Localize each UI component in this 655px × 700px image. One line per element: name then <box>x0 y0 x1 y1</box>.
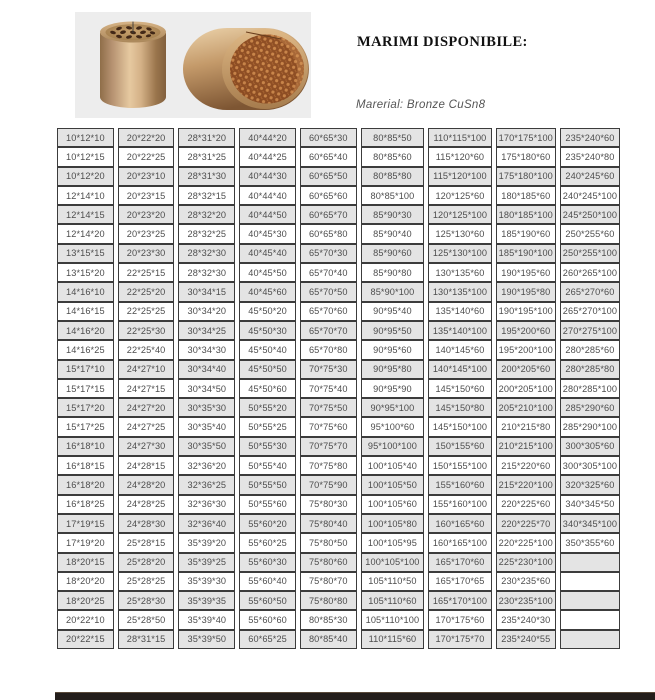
table-cell: 105*110*60 <box>361 591 425 610</box>
table-cell: 235*240*30 <box>496 610 556 629</box>
table-cell: 175*180*60 <box>496 147 556 166</box>
table-cell: 50*55*60 <box>239 495 296 514</box>
table-cell: 60*65*25 <box>239 630 296 649</box>
table-cell: 195*200*100 <box>496 340 556 359</box>
table-cell: 165*170*60 <box>428 553 492 572</box>
table-cell: 15*17*10 <box>57 360 114 379</box>
table-cell: 75*80*50 <box>300 533 357 552</box>
table-cell: 40*44*25 <box>239 147 296 166</box>
table-cell: 18*20*15 <box>57 553 114 572</box>
table-cell: 60*65*40 <box>300 147 357 166</box>
table-cell: 240*245*60 <box>560 167 620 186</box>
table-cell: 20*23*30 <box>118 244 175 263</box>
table-cell: 10*12*15 <box>57 147 114 166</box>
table-cell: 130*135*60 <box>428 263 492 282</box>
table-cell: 140*145*100 <box>428 360 492 379</box>
table-cell: 145*150*100 <box>428 417 492 436</box>
table-cell: 24*27*25 <box>118 417 175 436</box>
table-cell: 28*31*25 <box>178 147 235 166</box>
table-cell: 70*75*70 <box>300 437 357 456</box>
table-cell: 10*12*20 <box>57 167 114 186</box>
table-cell: 170*175*70 <box>428 630 492 649</box>
table-cell: 250*255*60 <box>560 224 620 243</box>
table-cell: 75*80*70 <box>300 572 357 591</box>
table-cell: 18*20*20 <box>57 572 114 591</box>
table-cell: 80*85*100 <box>361 186 425 205</box>
table-cell: 215*220*60 <box>496 456 556 475</box>
table-cell: 65*70*40 <box>300 263 357 282</box>
table-cell: 180*185*60 <box>496 186 556 205</box>
table-cell: 30*34*50 <box>178 379 235 398</box>
table-cell <box>560 630 620 649</box>
table-cell: 32*36*30 <box>178 495 235 514</box>
table-cell: 40*45*50 <box>239 263 296 282</box>
table-cell: 65*70*70 <box>300 321 357 340</box>
table-cell: 60*65*70 <box>300 205 357 224</box>
table-cell: 28*32*30 <box>178 263 235 282</box>
bronze-bushings-image <box>75 12 311 118</box>
page-title: MARIMI DISPONIBILE: <box>357 34 528 50</box>
table-cell: 20*23*25 <box>118 224 175 243</box>
table-cell: 85*90*60 <box>361 244 425 263</box>
table-cell: 120*125*60 <box>428 186 492 205</box>
table-cell: 13*15*20 <box>57 263 114 282</box>
table-cell: 24*28*25 <box>118 495 175 514</box>
table-cell: 45*50*30 <box>239 321 296 340</box>
table-cell: 30*34*15 <box>178 282 235 301</box>
table-cell: 85*90*100 <box>361 282 425 301</box>
table-cell: 14*16*10 <box>57 282 114 301</box>
table-cell: 90*95*80 <box>361 360 425 379</box>
table-cell: 25*28*25 <box>118 572 175 591</box>
table-cell: 280*285*100 <box>560 379 620 398</box>
table-cell: 17*19*20 <box>57 533 114 552</box>
table-cell: 45*50*60 <box>239 379 296 398</box>
table-cell: 55*60*40 <box>239 572 296 591</box>
table-cell: 14*16*15 <box>57 302 114 321</box>
table-cell: 285*290*60 <box>560 398 620 417</box>
table-cell: 22*25*40 <box>118 340 175 359</box>
table-cell: 40*45*60 <box>239 282 296 301</box>
table-cell: 45*50*50 <box>239 360 296 379</box>
table-cell: 50*55*20 <box>239 398 296 417</box>
table-cell: 28*31*30 <box>178 167 235 186</box>
table-cell: 260*265*100 <box>560 263 620 282</box>
table-cell: 80*85*40 <box>300 630 357 649</box>
table-cell: 300*305*100 <box>560 456 620 475</box>
table-cell: 115*120*60 <box>428 147 492 166</box>
table-cell: 32*36*40 <box>178 514 235 533</box>
table-cell: 14*16*25 <box>57 340 114 359</box>
table-cell: 95*100*100 <box>361 437 425 456</box>
table-cell: 75*80*80 <box>300 591 357 610</box>
table-cell: 40*44*40 <box>239 186 296 205</box>
table-cell: 90*95*90 <box>361 379 425 398</box>
table-cell: 12*14*15 <box>57 205 114 224</box>
table-cell: 235*240*55 <box>496 630 556 649</box>
table-cell: 24*28*15 <box>118 456 175 475</box>
table-cell: 185*190*60 <box>496 224 556 243</box>
table-cell: 245*250*100 <box>560 205 620 224</box>
table-cell: 40*44*50 <box>239 205 296 224</box>
table-cell: 35*39*35 <box>178 591 235 610</box>
table-cell: 220*225*100 <box>496 533 556 552</box>
table-cell: 32*36*25 <box>178 475 235 494</box>
bottom-bar <box>55 692 655 700</box>
table-cell: 15*17*25 <box>57 417 114 436</box>
table-cell: 190*195*80 <box>496 282 556 301</box>
table-cell: 16*18*20 <box>57 475 114 494</box>
table-cell: 135*140*60 <box>428 302 492 321</box>
table-cell: 40*45*30 <box>239 224 296 243</box>
table-cell: 195*200*60 <box>496 321 556 340</box>
table-cell: 215*220*100 <box>496 475 556 494</box>
table-cell: 270*275*100 <box>560 321 620 340</box>
table-cell: 24*27*10 <box>118 360 175 379</box>
table-cell: 50*55*50 <box>239 475 296 494</box>
table-cell: 25*28*50 <box>118 610 175 629</box>
table-cell: 60*65*50 <box>300 167 357 186</box>
table-cell: 24*28*20 <box>118 475 175 494</box>
table-cell: 220*225*70 <box>496 514 556 533</box>
table-cell: 180*185*100 <box>496 205 556 224</box>
table-cell: 60*65*80 <box>300 224 357 243</box>
table-cell: 340*345*50 <box>560 495 620 514</box>
table-cell: 13*15*15 <box>57 244 114 263</box>
table-cell: 200*205*100 <box>496 379 556 398</box>
table-cell: 235*240*80 <box>560 147 620 166</box>
table-cell: 230*235*60 <box>496 572 556 591</box>
table-cell: 80*85*60 <box>361 147 425 166</box>
table-cell: 110*115*60 <box>361 630 425 649</box>
table-cell: 75*80*40 <box>300 514 357 533</box>
table-cell: 155*160*60 <box>428 475 492 494</box>
table-cell: 165*170*100 <box>428 591 492 610</box>
table-cell: 17*19*15 <box>57 514 114 533</box>
table-cell: 65*70*80 <box>300 340 357 359</box>
table-cell: 80*85*80 <box>361 167 425 186</box>
table-cell: 170*175*100 <box>496 128 556 147</box>
table-cell: 22*25*15 <box>118 263 175 282</box>
table-cell: 65*70*60 <box>300 302 357 321</box>
table-cell: 20*22*10 <box>57 610 114 629</box>
table-cell: 95*100*60 <box>361 417 425 436</box>
table-cell: 12*14*10 <box>57 186 114 205</box>
table-cell <box>560 610 620 629</box>
table-cell: 25*28*15 <box>118 533 175 552</box>
table-cell: 24*28*30 <box>118 514 175 533</box>
table-cell: 35*39*50 <box>178 630 235 649</box>
cylindrical-bushing-graphic <box>100 22 166 109</box>
table-cell: 22*25*25 <box>118 302 175 321</box>
table-cell: 70*75*60 <box>300 417 357 436</box>
table-cell: 200*205*60 <box>496 360 556 379</box>
table-cell: 220*225*60 <box>496 495 556 514</box>
table-cell: 30*35*50 <box>178 437 235 456</box>
table-cell: 35*39*25 <box>178 553 235 572</box>
table-cell: 175*180*100 <box>496 167 556 186</box>
table-cell: 100*105*50 <box>361 475 425 494</box>
table-cell: 100*105*80 <box>361 514 425 533</box>
table-cell: 280*285*60 <box>560 340 620 359</box>
table-cell: 30*35*30 <box>178 398 235 417</box>
table-cell: 55*60*20 <box>239 514 296 533</box>
table-cell: 28*32*15 <box>178 186 235 205</box>
table-cell <box>560 591 620 610</box>
table-cell: 340*345*100 <box>560 514 620 533</box>
table-cell: 20*23*10 <box>118 167 175 186</box>
table-cell: 85*90*40 <box>361 224 425 243</box>
table-cell: 30*34*20 <box>178 302 235 321</box>
table-cell: 110*115*100 <box>428 128 492 147</box>
table-cell: 20*22*15 <box>57 630 114 649</box>
table-cell: 75*80*60 <box>300 553 357 572</box>
table-cell: 30*34*30 <box>178 340 235 359</box>
table-cell: 12*14*20 <box>57 224 114 243</box>
wrapped-bushing-graphic <box>183 28 309 110</box>
table-cell: 120*125*100 <box>428 205 492 224</box>
table-cell: 45*50*20 <box>239 302 296 321</box>
table-cell: 320*325*60 <box>560 475 620 494</box>
table-cell: 280*285*80 <box>560 360 620 379</box>
table-cell: 145*150*60 <box>428 379 492 398</box>
table-cell: 28*31*15 <box>118 630 175 649</box>
table-cell: 135*140*100 <box>428 321 492 340</box>
table-cell: 28*32*30 <box>178 244 235 263</box>
table-cell: 35*39*40 <box>178 610 235 629</box>
table-cell: 165*170*65 <box>428 572 492 591</box>
table-cell: 130*135*100 <box>428 282 492 301</box>
table-cell: 70*75*50 <box>300 398 357 417</box>
table-cell: 24*27*30 <box>118 437 175 456</box>
table-cell <box>560 553 620 572</box>
table-cell: 210*215*80 <box>496 417 556 436</box>
table-cell: 140*145*60 <box>428 340 492 359</box>
table-cell: 105*110*50 <box>361 572 425 591</box>
table-cell: 205*210*100 <box>496 398 556 417</box>
table-cell: 225*230*100 <box>496 553 556 572</box>
table-cell: 210*215*100 <box>496 437 556 456</box>
table-cell: 22*25*30 <box>118 321 175 340</box>
table-cell: 155*160*100 <box>428 495 492 514</box>
table-cell: 20*22*20 <box>118 128 175 147</box>
table-cell: 20*23*15 <box>118 186 175 205</box>
table-cell: 100*105*60 <box>361 495 425 514</box>
material-label: Marerial: Bronze CuSn8 <box>356 99 486 111</box>
table-cell: 30*34*40 <box>178 360 235 379</box>
table-cell: 75*80*30 <box>300 495 357 514</box>
table-cell: 14*16*20 <box>57 321 114 340</box>
table-cell: 230*235*100 <box>496 591 556 610</box>
table-cell: 150*155*60 <box>428 437 492 456</box>
table-cell: 28*32*25 <box>178 224 235 243</box>
table-cell: 190*195*100 <box>496 302 556 321</box>
table-cell: 80*85*50 <box>361 128 425 147</box>
table-cell: 250*255*100 <box>560 244 620 263</box>
table-cell: 190*195*60 <box>496 263 556 282</box>
table-cell: 90*95*50 <box>361 321 425 340</box>
table-cell: 100*105*40 <box>361 456 425 475</box>
table-cell: 55*60*25 <box>239 533 296 552</box>
table-cell: 30*35*40 <box>178 417 235 436</box>
table-cell: 40*45*40 <box>239 244 296 263</box>
table-cell: 35*39*30 <box>178 572 235 591</box>
table-cell: 20*22*25 <box>118 147 175 166</box>
sizes-table <box>57 128 620 649</box>
table-cell: 28*32*20 <box>178 205 235 224</box>
table-cell: 60*65*60 <box>300 186 357 205</box>
table-cell: 70*75*40 <box>300 379 357 398</box>
table-cell: 300*305*60 <box>560 437 620 456</box>
table-cell: 90*95*100 <box>361 398 425 417</box>
table-cell: 105*110*100 <box>361 610 425 629</box>
table-cell: 55*60*50 <box>239 591 296 610</box>
table-cell: 85*90*30 <box>361 205 425 224</box>
table-cell: 125*130*60 <box>428 224 492 243</box>
table-cell: 50*55*30 <box>239 437 296 456</box>
table-cell: 235*240*60 <box>560 128 620 147</box>
table-cell: 150*155*100 <box>428 456 492 475</box>
table-cell: 240*245*100 <box>560 186 620 205</box>
table-cell: 15*17*15 <box>57 379 114 398</box>
table-cell: 24*27*20 <box>118 398 175 417</box>
table-cell: 40*44*30 <box>239 167 296 186</box>
table-cell: 265*270*100 <box>560 302 620 321</box>
table-cell: 160*165*100 <box>428 533 492 552</box>
table-cell: 80*85*30 <box>300 610 357 629</box>
table-cell: 90*95*60 <box>361 340 425 359</box>
table-cell: 18*20*25 <box>57 591 114 610</box>
table-cell: 16*18*25 <box>57 495 114 514</box>
table-cell: 145*150*80 <box>428 398 492 417</box>
product-images-panel <box>75 12 311 118</box>
table-cell: 115*120*100 <box>428 167 492 186</box>
table-cell: 16*18*10 <box>57 437 114 456</box>
table-cell: 65*70*50 <box>300 282 357 301</box>
table-cell: 125*130*100 <box>428 244 492 263</box>
table-cell: 90*95*40 <box>361 302 425 321</box>
table-cell: 185*190*100 <box>496 244 556 263</box>
table-cell: 285*290*100 <box>560 417 620 436</box>
table-cell: 100*105*95 <box>361 533 425 552</box>
table-cell: 70*75*90 <box>300 475 357 494</box>
table-cell: 70*75*30 <box>300 360 357 379</box>
table-cell: 60*65*30 <box>300 128 357 147</box>
table-cell: 160*165*60 <box>428 514 492 533</box>
table-cell: 350*355*60 <box>560 533 620 552</box>
table-cell: 55*60*30 <box>239 553 296 572</box>
table-cell: 100*105*100 <box>361 553 425 572</box>
table-cell: 70*75*80 <box>300 456 357 475</box>
table-cell: 20*23*20 <box>118 205 175 224</box>
table-cell: 55*60*60 <box>239 610 296 629</box>
table-cell <box>560 572 620 591</box>
table-cell: 16*18*15 <box>57 456 114 475</box>
table-cell: 35*39*20 <box>178 533 235 552</box>
table-cell: 25*28*30 <box>118 591 175 610</box>
table-cell: 24*27*15 <box>118 379 175 398</box>
table-cell: 40*44*20 <box>239 128 296 147</box>
table-cell: 85*90*80 <box>361 263 425 282</box>
table-cell: 50*55*25 <box>239 417 296 436</box>
table-cell: 265*270*60 <box>560 282 620 301</box>
table-cell: 30*34*25 <box>178 321 235 340</box>
table-cell: 22*25*20 <box>118 282 175 301</box>
table-cell: 15*17*20 <box>57 398 114 417</box>
table-cell: 28*31*20 <box>178 128 235 147</box>
table-cell: 25*28*20 <box>118 553 175 572</box>
table-cell: 32*36*20 <box>178 456 235 475</box>
table-cell: 10*12*10 <box>57 128 114 147</box>
table-cell: 65*70*30 <box>300 244 357 263</box>
table-cell: 170*175*60 <box>428 610 492 629</box>
table-cell: 45*50*40 <box>239 340 296 359</box>
table-cell: 50*55*40 <box>239 456 296 475</box>
